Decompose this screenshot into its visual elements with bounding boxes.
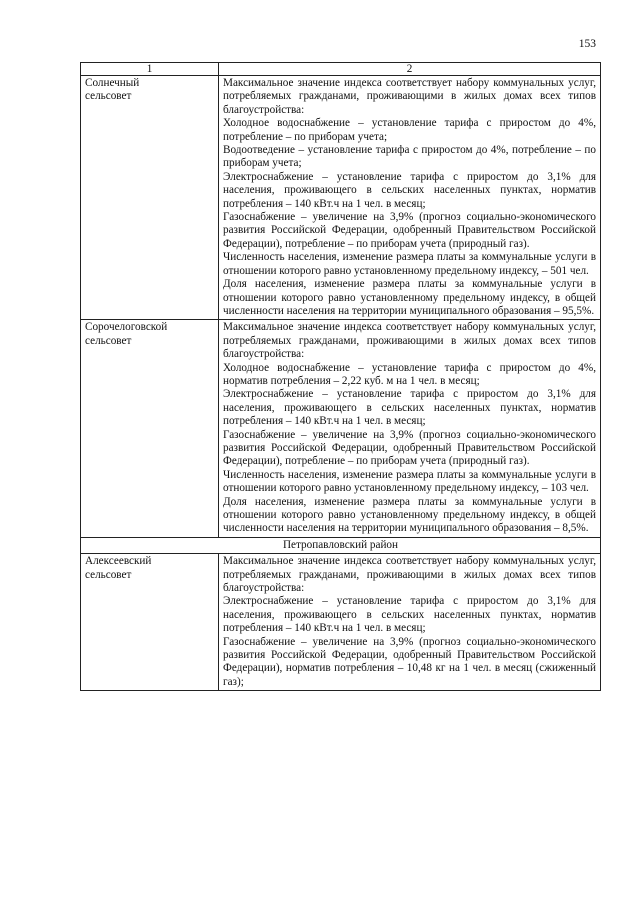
description-paragraph: Холодное водоснабжение – установление тарифа с приростом до 4%, потребление – по приборам учета; bbox=[223, 117, 596, 143]
municipality-name-line: Алексеевский bbox=[85, 555, 152, 568]
description-cell bbox=[219, 76, 601, 320]
table-row bbox=[81, 554, 601, 691]
table-row bbox=[81, 320, 601, 538]
description-cell bbox=[219, 320, 601, 538]
region-title: Петропавловский район bbox=[81, 537, 601, 553]
description-paragraph: Максимальное значение индекса соответствует набору коммунальных услуг, потребляемых гражданами, проживающими в жилых домах всех типов благоустройства: bbox=[223, 321, 596, 361]
municipality-name-line: сельсовет bbox=[85, 334, 132, 347]
page-number: 153 bbox=[578, 38, 596, 50]
table-row bbox=[81, 76, 601, 320]
municipality-name-line: Солнечный bbox=[85, 77, 140, 89]
column-header-2: 2 bbox=[219, 63, 601, 76]
description-paragraph: Холодное водоснабжение – установление тарифа с приростом до 4%, норматив потребления – 2,22 куб. м на 1 чел. в месяц; bbox=[223, 361, 596, 387]
description-paragraph: Газоснабжение – увеличение на 3,9% (прогноз социально-экономического развития Российской Федерации, одобренный Правительством Российской Федерации), потребление – по приборам учета (природный газ). bbox=[223, 211, 596, 250]
description-paragraph: Доля населения, изменение размера платы за коммунальные услуги в отношении которого равно установленному предельному индексу, в общей численности населения на территории муниципального образования – 8,5%. bbox=[223, 495, 596, 535]
municipality-name-line: сельсовет bbox=[85, 90, 132, 103]
municipality-name-line: Сорочелоговской bbox=[85, 321, 168, 334]
description-paragraph: Газоснабжение – увеличение на 3,9% (прогноз социально-экономического развития Российской Федерации, одобренный Правительством Российской Федерации), потребление – по приборам учета (природный газ). bbox=[223, 428, 596, 468]
description-paragraph: Газоснабжение – увеличение на 3,9% (прогноз социально-экономического развития Российской Федерации, одобренный Правительством Российской Федерации), норматив потребления – 10,48 кг на 1 чел. в месяц (сжиженный газ); bbox=[223, 635, 596, 688]
municipality-cell bbox=[81, 554, 219, 691]
description-paragraph: Доля населения, изменение размера платы за коммунальные услуги в отношении которого равно установленному предельному индексу, в общей численности населения на территории муниципального образования – 95,5%. bbox=[223, 278, 596, 317]
header-row bbox=[81, 63, 601, 76]
description-paragraph: Электроснабжение – установление тарифа с приростом до 3,1% для населения, проживающего в сельских населенных пунктах, норматив потребления – 140 кВт.ч на 1 чел. в месяц; bbox=[223, 170, 596, 210]
description-paragraph: Максимальное значение индекса соответствует набору коммунальных услуг, потребляемых гражданами, проживающими в жилых домах всех типов благоустройства: bbox=[223, 555, 596, 595]
index-table bbox=[80, 62, 601, 691]
description-paragraph: Электроснабжение – установление тарифа с приростом до 3,1% для населения, проживающего в сельских населенных пунктах, норматив потребления – 140 кВт.ч на 1 чел. в месяц; bbox=[223, 595, 596, 635]
description-paragraph: Максимальное значение индекса соответствует набору коммунальных услуг, потребляемых гражданами, проживающими в жилых домах всех типов благоустройства: bbox=[223, 77, 596, 116]
description-paragraph: Численность населения, изменение размера платы за коммунальные услуги в отношении которого равно установленному предельному индексу, – 501 чел. bbox=[223, 251, 596, 277]
municipality-name-line: сельсовет bbox=[85, 568, 132, 581]
region-row bbox=[81, 537, 601, 553]
municipality-cell bbox=[81, 320, 219, 538]
description-cell bbox=[219, 554, 601, 691]
description-paragraph: Водоотведение – установление тарифа с приростом до 4%, потребление – по приборам учета; bbox=[223, 144, 596, 170]
municipality-cell bbox=[81, 76, 219, 320]
description-paragraph: Численность населения, изменение размера платы за коммунальные услуги в отношении которого равно установленному предельному индексу, – 103 чел. bbox=[223, 468, 596, 495]
column-header-1: 1 bbox=[81, 63, 219, 76]
description-paragraph: Электроснабжение – установление тарифа с приростом до 3,1% для населения, проживающего в сельских населенных пунктах, норматив потребления – 140 кВт.ч на 1 чел. в месяц; bbox=[223, 388, 596, 428]
